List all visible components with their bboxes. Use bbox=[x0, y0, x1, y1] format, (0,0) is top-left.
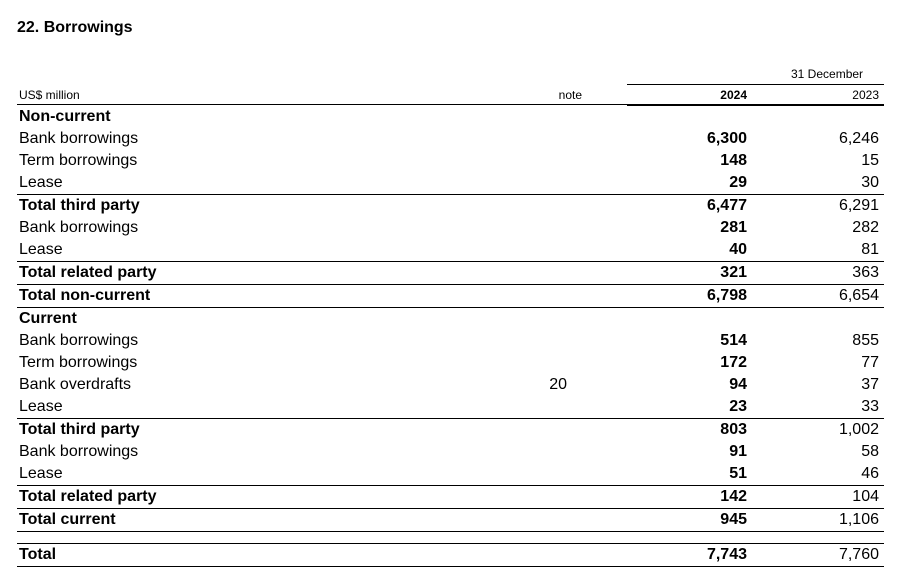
column-header-2023: 2023 bbox=[852, 88, 879, 102]
row-label: Total third party bbox=[19, 421, 140, 438]
row-value-2024: 803 bbox=[720, 421, 747, 438]
row-value-2023: 81 bbox=[861, 241, 879, 258]
row-value-2024: 281 bbox=[720, 219, 747, 236]
grand-total-2023: 7,760 bbox=[838, 546, 879, 563]
row-value-2023: 1,002 bbox=[838, 421, 879, 438]
row-label: Term borrowings bbox=[19, 354, 138, 371]
row-label: Bank borrowings bbox=[19, 332, 139, 349]
row-label: Total non-current bbox=[19, 287, 151, 304]
row-value-2024: 945 bbox=[720, 511, 747, 528]
row-value-2024: 172 bbox=[720, 354, 747, 371]
row-value-2024: 321 bbox=[720, 264, 747, 281]
row-value-2024: 514 bbox=[720, 332, 747, 349]
row-value-2023: 30 bbox=[861, 174, 879, 191]
row-value-2023: 33 bbox=[861, 398, 879, 415]
total-row bbox=[17, 485, 884, 508]
table-row bbox=[17, 150, 884, 172]
row-value-2023: 77 bbox=[861, 354, 879, 371]
row-value-2024: 91 bbox=[729, 443, 747, 460]
row-value-2023: 6,654 bbox=[838, 287, 879, 304]
row-label: Total current bbox=[19, 511, 116, 528]
row-value-2023: 37 bbox=[861, 376, 879, 393]
row-value-2024: 40 bbox=[729, 241, 747, 258]
column-header-2024: 2024 bbox=[720, 88, 747, 102]
row-value-2023: 1,106 bbox=[838, 511, 879, 528]
row-label: Lease bbox=[19, 241, 63, 258]
table-row bbox=[17, 239, 884, 261]
row-label: Lease bbox=[19, 398, 63, 415]
period-rule bbox=[627, 84, 884, 85]
row-value-2024: 6,798 bbox=[706, 287, 747, 304]
row-label: Bank borrowings bbox=[19, 443, 139, 460]
page-title: 22. Borrowings bbox=[17, 19, 133, 36]
section-header-row bbox=[17, 308, 884, 330]
total-row bbox=[17, 194, 884, 217]
period-header: 31 December bbox=[791, 67, 864, 81]
row-value-2023: 282 bbox=[852, 219, 879, 236]
row-label: Total third party bbox=[19, 197, 140, 214]
row-value-2023: 15 bbox=[861, 152, 879, 169]
table-row bbox=[17, 172, 884, 194]
row-value-2024: 148 bbox=[720, 152, 747, 169]
row-label: Lease bbox=[19, 174, 63, 191]
total-row bbox=[17, 261, 884, 284]
row-label: Bank borrowings bbox=[19, 219, 139, 236]
row-value-2024: 51 bbox=[729, 465, 747, 482]
row-label: Lease bbox=[19, 465, 63, 482]
row-value-2024: 6,300 bbox=[706, 130, 747, 147]
total-row bbox=[17, 284, 884, 308]
row-label: Total related party bbox=[19, 488, 157, 505]
section-header-row bbox=[17, 106, 884, 128]
row-value-2024: 6,477 bbox=[706, 197, 747, 214]
total-row bbox=[17, 418, 884, 441]
row-value-2023: 58 bbox=[861, 443, 879, 460]
table-row bbox=[17, 217, 884, 239]
row-label: Current bbox=[19, 310, 77, 327]
row-label: Term borrowings bbox=[19, 152, 138, 169]
row-value-2023: 6,291 bbox=[838, 197, 879, 214]
row-value-2023: 6,246 bbox=[838, 130, 879, 147]
row-value-2024: 94 bbox=[729, 376, 747, 393]
row-value-2023: 104 bbox=[852, 488, 879, 505]
table-row bbox=[17, 396, 884, 418]
row-label: Bank borrowings bbox=[19, 130, 139, 147]
column-header-note: note bbox=[558, 88, 582, 102]
row-label: Non-current bbox=[19, 108, 111, 125]
row-note: 20 bbox=[549, 376, 567, 393]
table-row bbox=[17, 374, 884, 396]
table-row bbox=[17, 441, 884, 463]
total-row bbox=[17, 508, 884, 532]
table-row bbox=[17, 463, 884, 485]
row-value-2023: 46 bbox=[861, 465, 879, 482]
column-header-label: US$ million bbox=[19, 88, 80, 102]
borrowings-table bbox=[17, 106, 884, 532]
row-label: Total related party bbox=[19, 264, 157, 281]
grand-total-row bbox=[17, 543, 884, 567]
table-row bbox=[17, 128, 884, 150]
grand-total-2024: 7,743 bbox=[706, 546, 747, 563]
row-label: Bank overdrafts bbox=[19, 376, 132, 393]
table-row bbox=[17, 352, 884, 374]
row-value-2024: 23 bbox=[729, 398, 747, 415]
row-value-2024: 142 bbox=[720, 488, 747, 505]
row-value-2023: 363 bbox=[852, 264, 879, 281]
table-row bbox=[17, 330, 884, 352]
row-value-2024: 29 bbox=[729, 174, 747, 191]
grand-total-label: Total bbox=[19, 546, 57, 563]
row-value-2023: 855 bbox=[852, 332, 879, 349]
